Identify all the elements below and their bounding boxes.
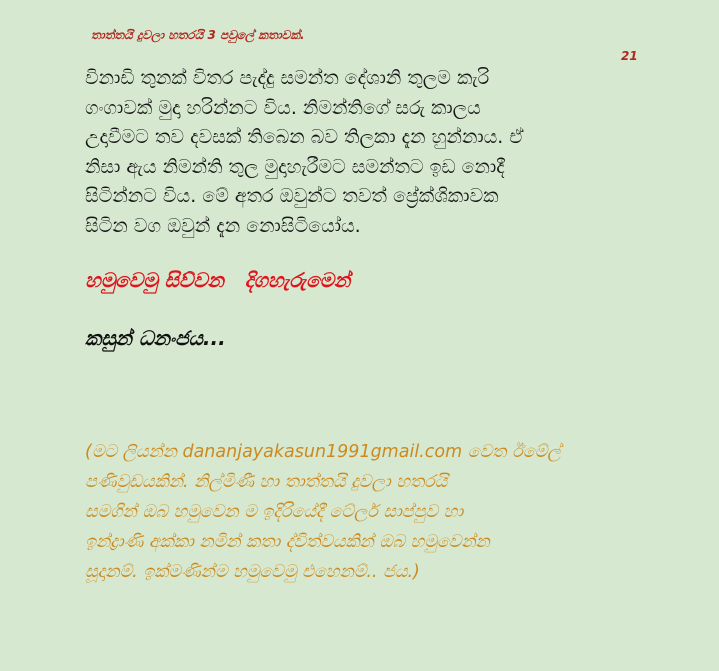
paragraph-line: උදාවීමට තව දවසක් තිබෙන බව තිලකා දැන හුන්නාය. ඒ: [85, 126, 524, 148]
next-part-greeting: හමුවෙමු සිව්වන දිගහැරුමෙන්: [85, 268, 351, 292]
note-line: සූදානම්. ඉක්මණින්ම හමුවෙමු එහෙනම්.. ජය.): [85, 562, 420, 582]
paragraph-line: විනාඩි තුනක් විතර පැද්දු සමන්ත දේශානි තුලම කැරි: [85, 67, 490, 89]
author-name: කසුන් ධනංජය...: [85, 326, 226, 350]
note-line: පණිවුඩයකින්. නිල්මිණී හා තාත්තයි දුවලා හතරයි: [85, 472, 448, 492]
note-line: සමගින් ඔබ හමුවෙන ම ඉදිරියේදී ටේලර් සාප්පුව හා: [85, 502, 464, 522]
paragraph-line: ගංගාවක් මුදා හරින්නට විය. නිමන්තිගේ සරු කාලය: [85, 96, 481, 119]
header-title: තාත්තයි දුවලා හතරයි 3 පවුලේ කතාවක්.: [91, 28, 305, 42]
page-number: 21: [621, 49, 638, 63]
note-line: (මට ලියන්න dananjayakasun1991gmail.com වෙත ඊමේල්: [85, 442, 561, 462]
note-line: ඉන්ද්‍රාණි අක්කා නමින් කතා ද්විත්වයකින් ඔබ හමුවෙන්න: [85, 532, 490, 552]
paragraph-line: නිසා ඇය නිමන්ති තුල මුදාහැරීමට සමන්තට ඉඩ නොදී: [85, 155, 505, 178]
author-note: [85, 437, 675, 587]
paragraph-line: සිටින වග ඔවුන් දැන නොසිටියෝය.: [85, 214, 361, 237]
story-paragraph: [85, 64, 645, 241]
paragraph-line: සිටින්නට විය. මේ අතර ඔවුන්ට තවත් ප්‍රේක්ශිකාවක: [85, 185, 499, 207]
